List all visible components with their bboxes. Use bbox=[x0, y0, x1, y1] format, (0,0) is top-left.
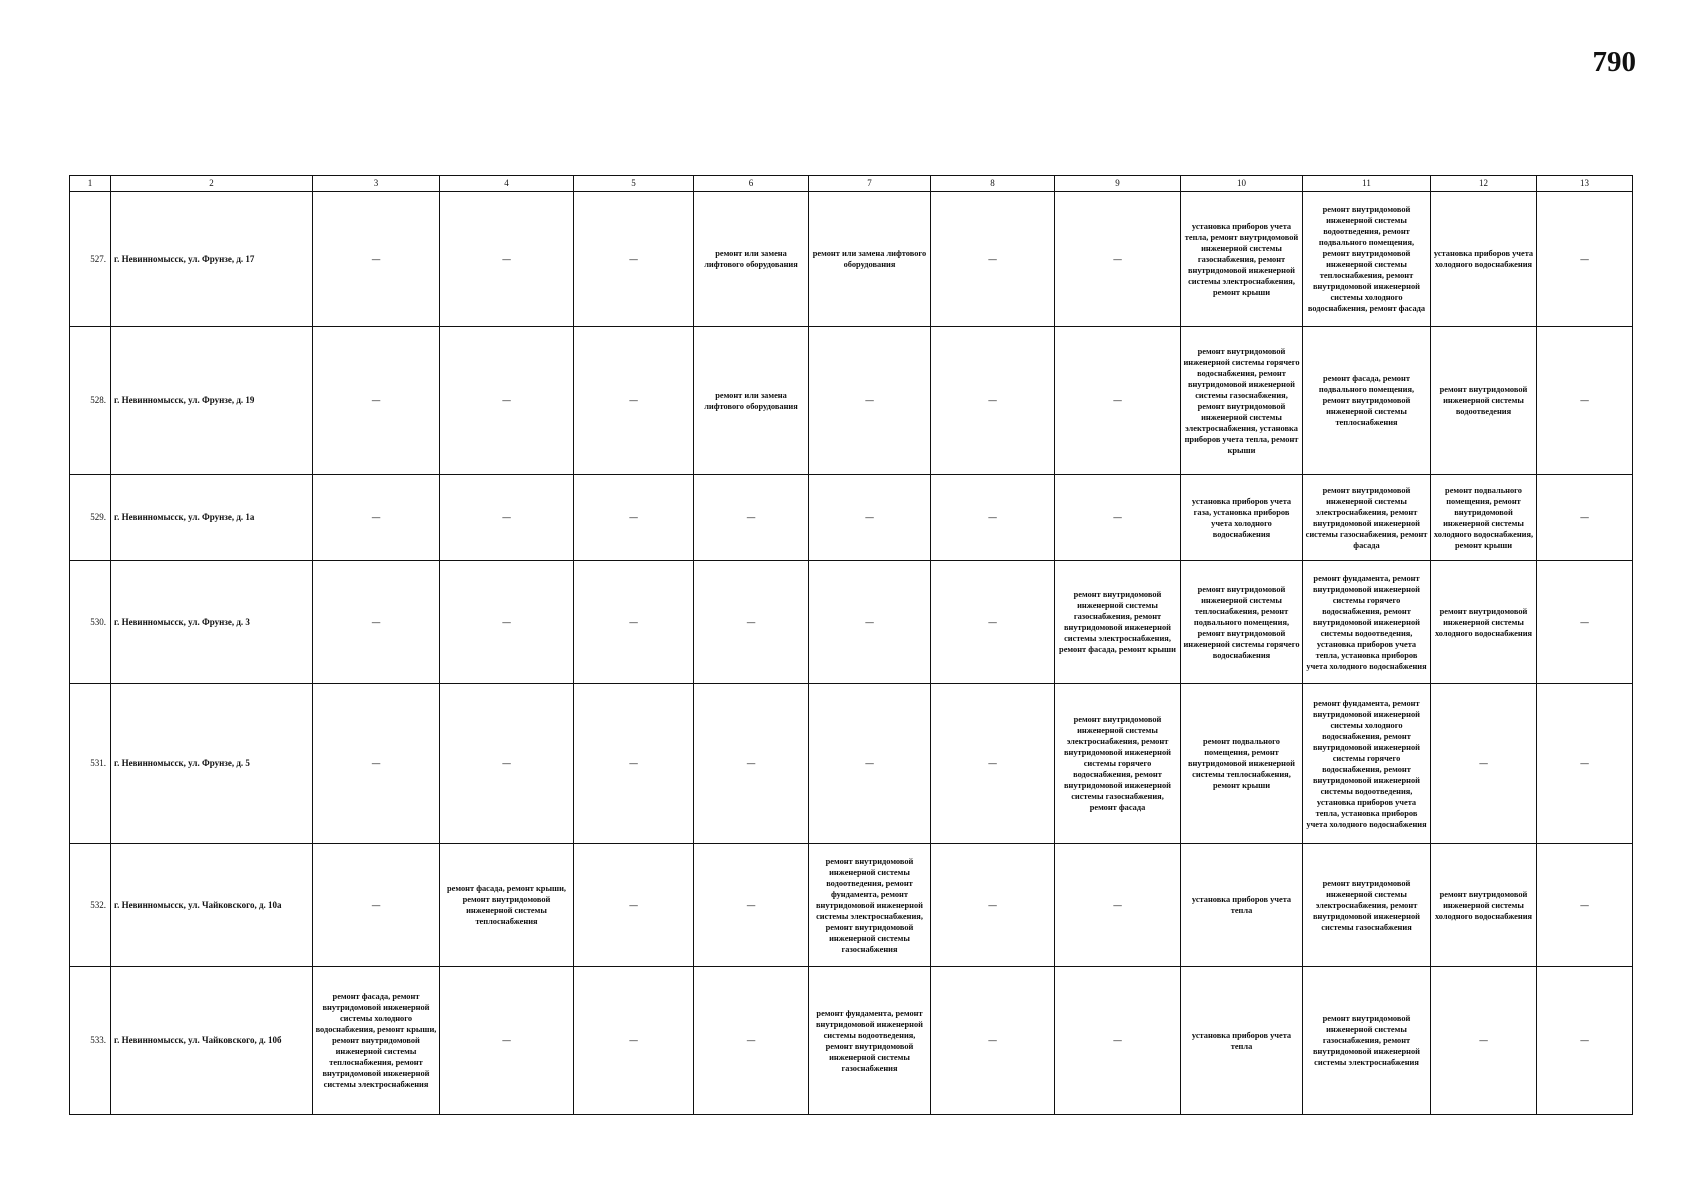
work-cell: установка приборов учета тепла bbox=[1181, 844, 1303, 967]
page-number: 790 bbox=[1592, 46, 1636, 78]
work-cell: — bbox=[1055, 844, 1181, 967]
work-cell: — bbox=[694, 475, 809, 561]
work-cell: — bbox=[809, 475, 931, 561]
work-cell: — bbox=[1537, 967, 1633, 1115]
column-header: 10 bbox=[1181, 176, 1303, 192]
work-cell: — bbox=[1537, 327, 1633, 475]
work-cell: — bbox=[1537, 561, 1633, 684]
table-body bbox=[70, 192, 1633, 1115]
table-row bbox=[70, 327, 1633, 475]
table-row bbox=[70, 561, 1633, 684]
column-header: 1 bbox=[70, 176, 111, 192]
column-header: 11 bbox=[1303, 176, 1431, 192]
work-cell: — bbox=[1055, 475, 1181, 561]
work-cell: — bbox=[440, 684, 574, 844]
work-cell: ремонт внутридомовой инженерной системы холодного водоснабжения bbox=[1431, 561, 1537, 684]
work-cell: установка приборов учета тепла, ремонт внутридомовой инженерной системы газоснабжения, ремонт внутридомовой инженерной системы электроснабжения, ремонт крыши bbox=[1181, 192, 1303, 327]
column-header: 8 bbox=[931, 176, 1055, 192]
work-cell: — bbox=[313, 844, 440, 967]
row-number: 527. bbox=[70, 192, 111, 327]
work-cell: — bbox=[574, 561, 694, 684]
work-cell: ремонт фундамента, ремонт внутридомовой инженерной системы горячего водоснабжения, ремонт внутридомовой инженерной системы водоотведения, установка приборов учета тепла, установка приборов учета холодного водоснабжения bbox=[1303, 561, 1431, 684]
work-cell: установка приборов учета газа, установка приборов учета холодного водоснабжения bbox=[1181, 475, 1303, 561]
column-header: 5 bbox=[574, 176, 694, 192]
work-cell: — bbox=[694, 844, 809, 967]
column-header: 13 bbox=[1537, 176, 1633, 192]
work-cell: установка приборов учета тепла bbox=[1181, 967, 1303, 1115]
repair-schedule-table bbox=[69, 175, 1633, 1115]
work-cell: ремонт внутридомовой инженерной системы водоотведения, ремонт подвального помещения, ремонт внутридомовой инженерной системы теплоснабжения, ремонт внутридомовой инженерной системы холодного водоснабжения, ремонт фасада bbox=[1303, 192, 1431, 327]
work-cell: ремонт внутридомовой инженерной системы водоотведения bbox=[1431, 327, 1537, 475]
work-cell: — bbox=[694, 684, 809, 844]
table-row bbox=[70, 192, 1633, 327]
work-cell: — bbox=[1431, 684, 1537, 844]
row-number: 529. bbox=[70, 475, 111, 561]
work-cell: — bbox=[931, 327, 1055, 475]
work-cell: ремонт фундамента, ремонт внутридомовой инженерной системы водоотведения, ремонт внутридомовой инженерной системы газоснабжения bbox=[809, 967, 931, 1115]
work-cell: — bbox=[1055, 327, 1181, 475]
work-cell: — bbox=[440, 475, 574, 561]
work-cell: — bbox=[574, 684, 694, 844]
work-cell: ремонт внутридомовой инженерной системы газоснабжения, ремонт внутридомовой инженерной системы электроснабжения bbox=[1303, 967, 1431, 1115]
work-cell: ремонт внутридомовой инженерной системы электроснабжения, ремонт внутридомовой инженерной системы газоснабжения, ремонт фасада bbox=[1303, 475, 1431, 561]
work-cell: ремонт или замена лифтового оборудования bbox=[694, 327, 809, 475]
work-cell: — bbox=[931, 684, 1055, 844]
work-cell: ремонт фасада, ремонт внутридомовой инженерной системы холодного водоснабжения, ремонт крыши, ремонт внутридомовой инженерной системы теплоснабжения, ремонт внутридомовой инженерной системы электроснабжения bbox=[313, 967, 440, 1115]
work-cell: — bbox=[931, 192, 1055, 327]
work-cell: — bbox=[440, 561, 574, 684]
work-cell: — bbox=[574, 327, 694, 475]
work-cell: ремонт подвального помещения, ремонт внутридомовой инженерной системы холодного водоснабжения, ремонт крыши bbox=[1431, 475, 1537, 561]
table-row bbox=[70, 475, 1633, 561]
work-cell: ремонт или замена лифтового оборудования bbox=[809, 192, 931, 327]
table-row bbox=[70, 967, 1633, 1115]
work-cell: — bbox=[313, 475, 440, 561]
work-cell: — bbox=[313, 192, 440, 327]
address-cell: г. Невинномысск, ул. Фрунзе, д. 19 bbox=[111, 327, 313, 475]
work-cell: ремонт внутридомовой инженерной системы теплоснабжения, ремонт подвального помещения, ремонт внутридомовой инженерной системы горячего водоснабжения bbox=[1181, 561, 1303, 684]
work-cell: — bbox=[1537, 192, 1633, 327]
work-cell: — bbox=[440, 967, 574, 1115]
work-cell: ремонт внутридомовой инженерной системы водоотведения, ремонт фундамента, ремонт внутридомовой инженерной системы электроснабжения, ремонт внутридомовой инженерной системы газоснабжения bbox=[809, 844, 931, 967]
table-row bbox=[70, 844, 1633, 967]
work-cell: — bbox=[574, 192, 694, 327]
row-number: 532. bbox=[70, 844, 111, 967]
address-cell: г. Невинномысск, ул. Фрунзе, д. 5 bbox=[111, 684, 313, 844]
work-cell: ремонт фундамента, ремонт внутридомовой инженерной системы холодного водоснабжения, ремонт внутридомовой инженерной системы горячего водоснабжения, ремонт внутридомовой инженерной системы водоотведения, установка приборов учета тепла, установка приборов учета холодного водоснабжения bbox=[1303, 684, 1431, 844]
address-cell: г. Невинномысск, ул. Чайковского, д. 10а bbox=[111, 844, 313, 967]
column-header: 9 bbox=[1055, 176, 1181, 192]
address-cell: г. Невинномысск, ул. Чайковского, д. 10б bbox=[111, 967, 313, 1115]
work-cell: — bbox=[809, 684, 931, 844]
work-cell: — bbox=[1055, 192, 1181, 327]
work-cell: ремонт подвального помещения, ремонт внутридомовой инженерной системы теплоснабжения, ремонт крыши bbox=[1181, 684, 1303, 844]
column-header: 7 bbox=[809, 176, 931, 192]
work-cell: ремонт внутридомовой инженерной системы газоснабжения, ремонт внутридомовой инженерной системы электроснабжения, ремонт фасада, ремонт крыши bbox=[1055, 561, 1181, 684]
address-cell: г. Невинномысск, ул. Фрунзе, д. 17 bbox=[111, 192, 313, 327]
column-header: 4 bbox=[440, 176, 574, 192]
row-number: 530. bbox=[70, 561, 111, 684]
work-cell: — bbox=[1431, 967, 1537, 1115]
work-cell: — bbox=[574, 475, 694, 561]
work-cell: ремонт внутридомовой инженерной системы электроснабжения, ремонт внутридомовой инженерной системы газоснабжения bbox=[1303, 844, 1431, 967]
work-cell: — bbox=[440, 327, 574, 475]
work-cell: — bbox=[809, 327, 931, 475]
work-cell: установка приборов учета холодного водоснабжения bbox=[1431, 192, 1537, 327]
row-number: 528. bbox=[70, 327, 111, 475]
work-cell: — bbox=[694, 967, 809, 1115]
work-cell: — bbox=[313, 327, 440, 475]
work-cell: — bbox=[931, 967, 1055, 1115]
column-header: 2 bbox=[111, 176, 313, 192]
row-number: 531. bbox=[70, 684, 111, 844]
work-cell: — bbox=[313, 684, 440, 844]
work-cell: — bbox=[809, 561, 931, 684]
row-number: 533. bbox=[70, 967, 111, 1115]
work-cell: — bbox=[313, 561, 440, 684]
work-cell: ремонт или замена лифтового оборудования bbox=[694, 192, 809, 327]
work-cell: ремонт фасада, ремонт подвального помещения, ремонт внутридомовой инженерной системы теплоснабжения bbox=[1303, 327, 1431, 475]
column-number-row bbox=[70, 176, 1633, 192]
column-header: 12 bbox=[1431, 176, 1537, 192]
work-cell: — bbox=[931, 561, 1055, 684]
address-cell: г. Невинномысск, ул. Фрунзе, д. 3 bbox=[111, 561, 313, 684]
work-cell: — bbox=[1537, 684, 1633, 844]
column-header: 3 bbox=[313, 176, 440, 192]
work-cell: — bbox=[931, 475, 1055, 561]
work-cell: ремонт внутридомовой инженерной системы электроснабжения, ремонт внутридомовой инженерной системы горячего водоснабжения, ремонт внутридомовой инженерной системы газоснабжения, ремонт фасада bbox=[1055, 684, 1181, 844]
work-cell: — bbox=[574, 844, 694, 967]
work-cell: — bbox=[694, 561, 809, 684]
column-header: 6 bbox=[694, 176, 809, 192]
work-cell: ремонт внутридомовой инженерной системы горячего водоснабжения, ремонт внутридомовой инженерной системы газоснабжения, ремонт внутридомовой инженерной системы электроснабжения, установка приборов учета тепла, ремонт крыши bbox=[1181, 327, 1303, 475]
work-cell: — bbox=[931, 844, 1055, 967]
work-cell: — bbox=[1055, 967, 1181, 1115]
work-cell: ремонт фасада, ремонт крыши, ремонт внутридомовой инженерной системы теплоснабжения bbox=[440, 844, 574, 967]
work-cell: — bbox=[440, 192, 574, 327]
table-row bbox=[70, 684, 1633, 844]
work-cell: ремонт внутридомовой инженерной системы холодного водоснабжения bbox=[1431, 844, 1537, 967]
work-cell: — bbox=[574, 967, 694, 1115]
work-cell: — bbox=[1537, 844, 1633, 967]
address-cell: г. Невинномысск, ул. Фрунзе, д. 1а bbox=[111, 475, 313, 561]
work-cell: — bbox=[1537, 475, 1633, 561]
